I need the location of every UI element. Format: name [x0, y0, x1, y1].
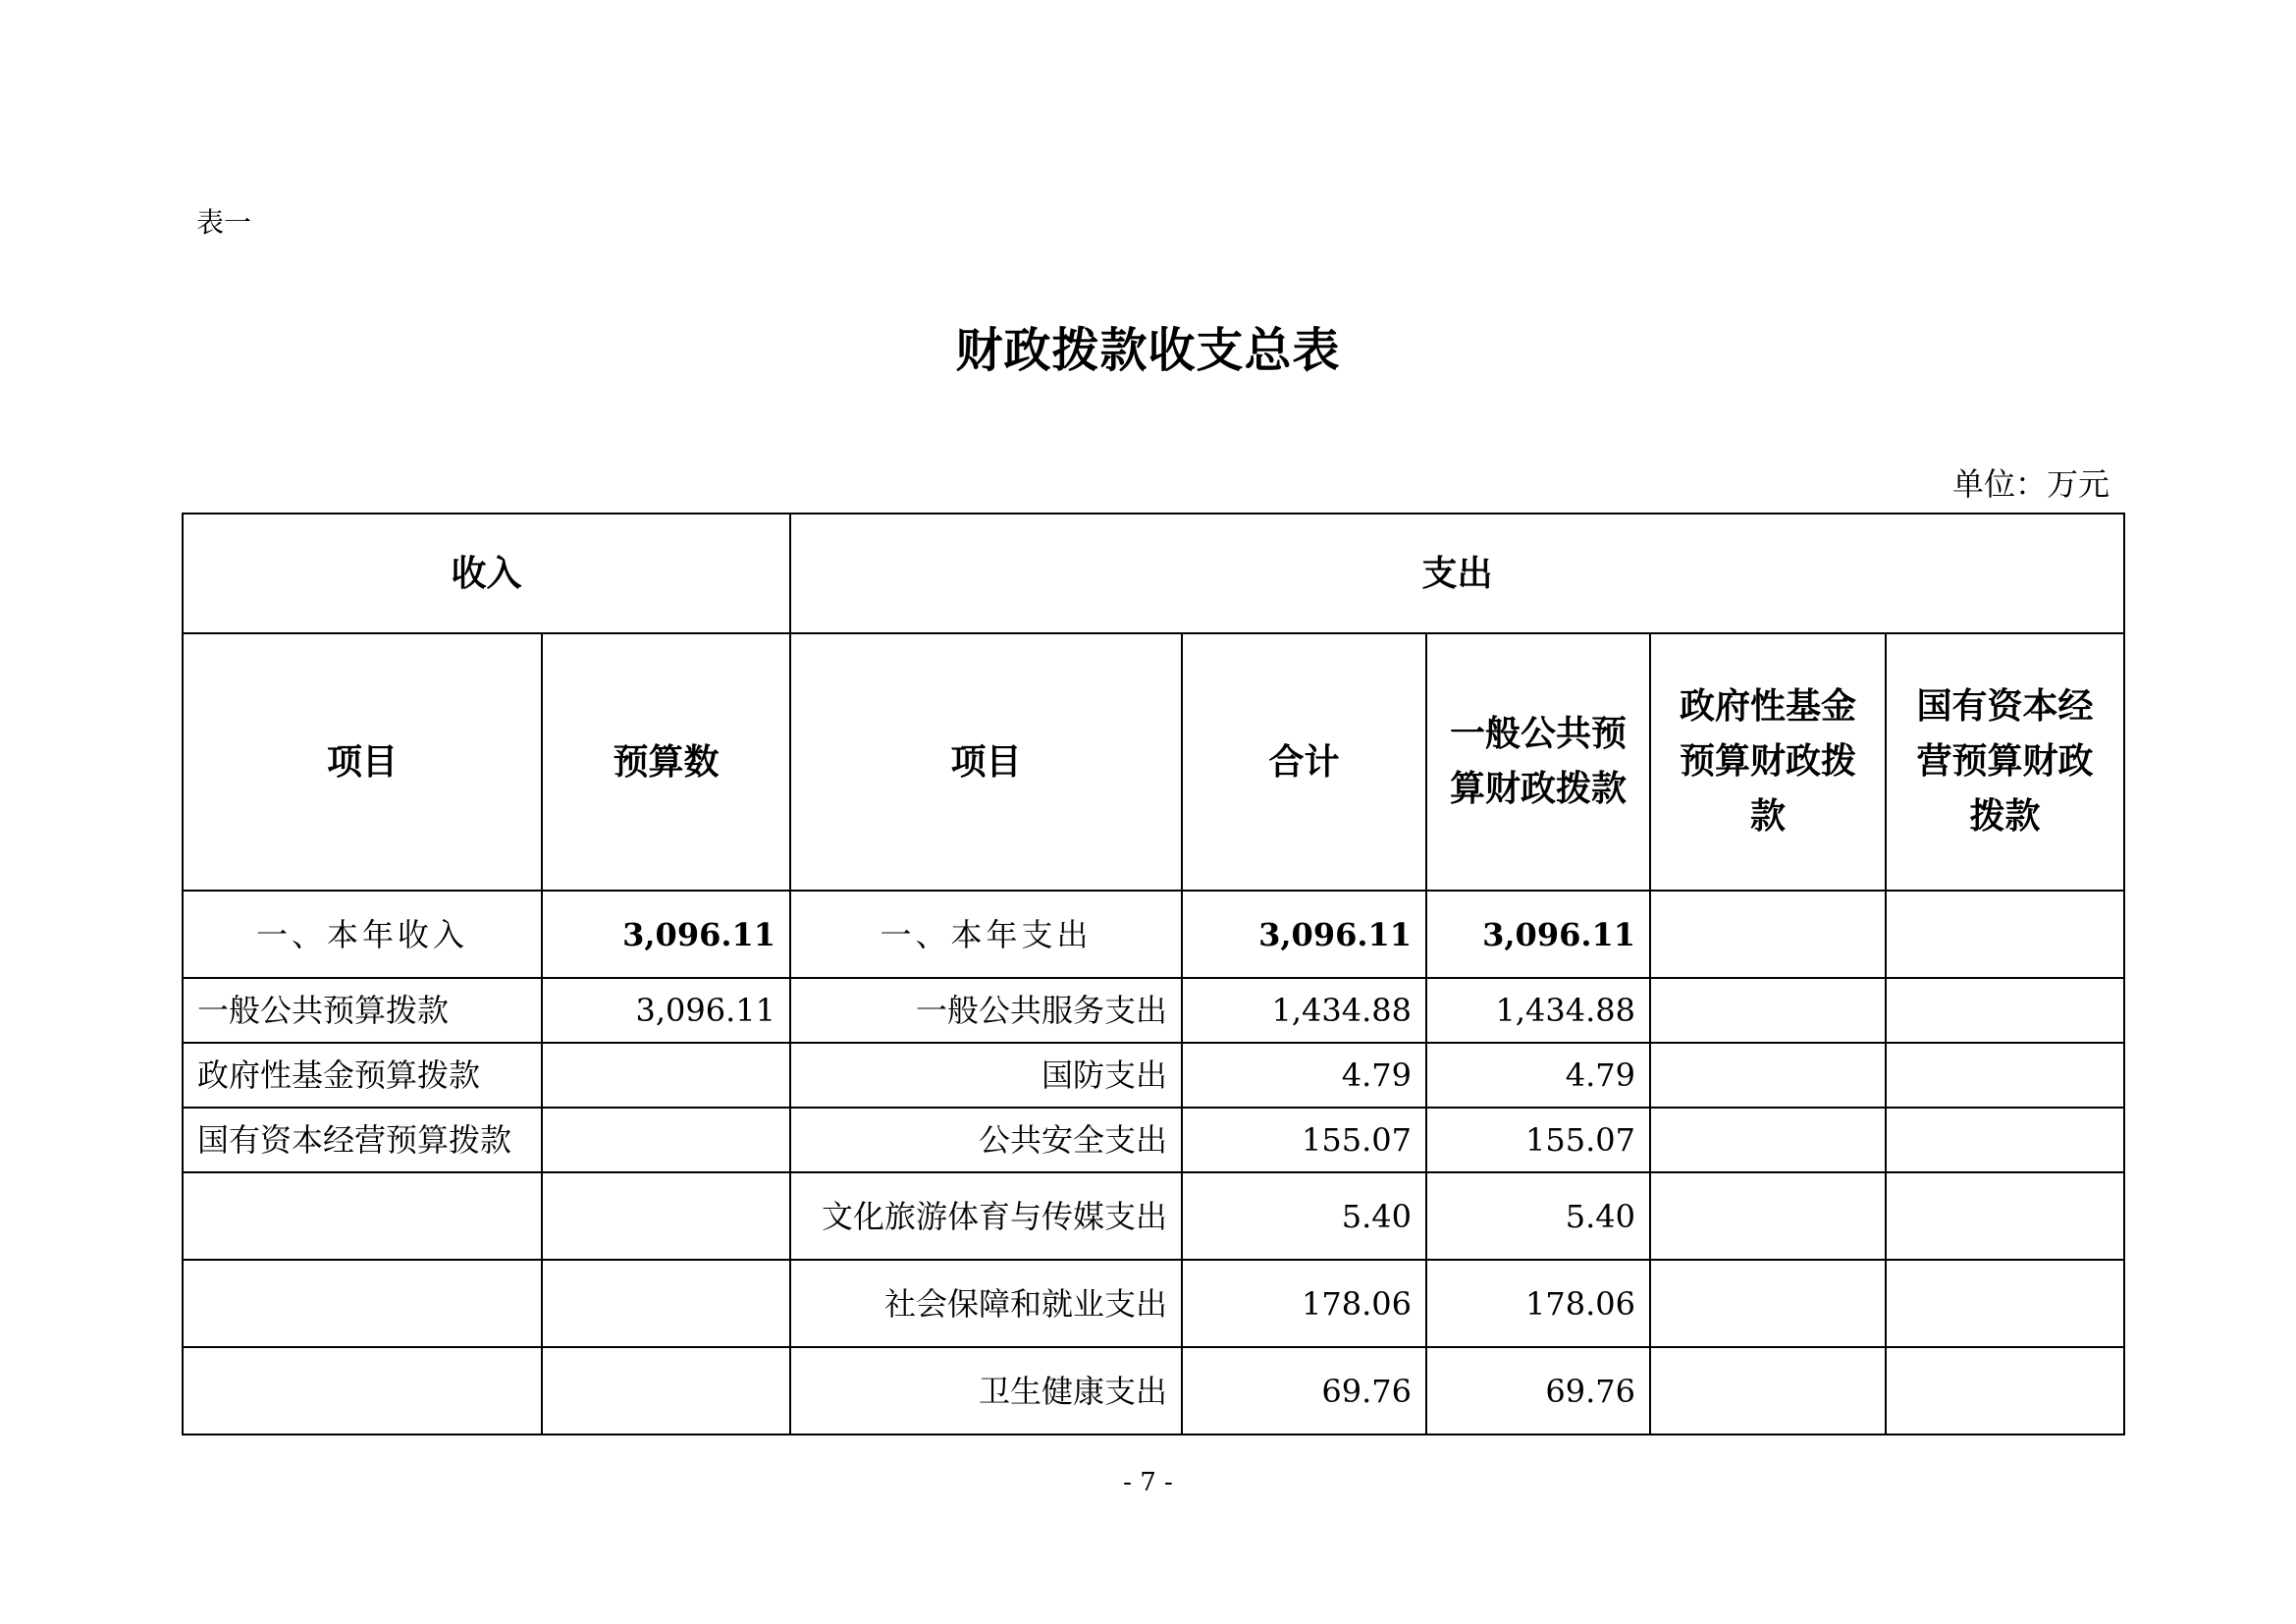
- expense-item-cell: 文化旅游体育与传媒支出: [790, 1172, 1182, 1260]
- unit-label: 单位：万元: [1951, 465, 2109, 503]
- expense-state-cell: [1886, 1108, 2124, 1172]
- income-budget-cell: [542, 1260, 790, 1347]
- expense-general-cell: 5.40: [1426, 1172, 1650, 1260]
- expense-general-cell: 4.79: [1426, 1043, 1650, 1108]
- expense-total-cell: 5.40: [1182, 1172, 1426, 1260]
- income-budget-cell: 3,096.11: [542, 978, 790, 1043]
- expense-fund-cell: [1650, 1260, 1886, 1347]
- page-title: 财政拨款收支总表: [955, 323, 1341, 378]
- income-item-header: 项目: [183, 633, 542, 891]
- expense-general-header: 一般公共预算财政拨款: [1426, 633, 1650, 891]
- table-row: [183, 978, 2124, 1043]
- table-row: [183, 1108, 2124, 1172]
- header-row-sections: [183, 514, 2124, 633]
- income-item-cell: 政府性基金预算拨款: [183, 1043, 542, 1108]
- expense-item-cell: 公共安全支出: [790, 1108, 1182, 1172]
- income-item-cell: [183, 1172, 542, 1260]
- expense-total-cell: 178.06: [1182, 1260, 1426, 1347]
- income-budget-cell: 3,096.11: [542, 891, 790, 978]
- table-label: 表一: [196, 206, 252, 239]
- expense-state-cell: [1886, 1347, 2124, 1435]
- table-row: [183, 1260, 2124, 1347]
- income-budget-header: 预算数: [542, 633, 790, 891]
- expense-total-header: 合计: [1182, 633, 1426, 891]
- budget-table: [182, 513, 2125, 1435]
- expense-general-cell: 178.06: [1426, 1260, 1650, 1347]
- expense-fund-cell: [1650, 978, 1886, 1043]
- expense-state-cell: [1886, 1043, 2124, 1108]
- expense-total-cell: 1,434.88: [1182, 978, 1426, 1043]
- table-row: [183, 1347, 2124, 1435]
- expense-fund-cell: [1650, 1172, 1886, 1260]
- income-item-cell: 国有资本经营预算拨款: [183, 1108, 542, 1172]
- expense-fund-cell: [1650, 1043, 1886, 1108]
- page-number: - 7 -: [1123, 1468, 1173, 1497]
- expense-total-cell: 4.79: [1182, 1043, 1426, 1108]
- income-item-cell: [183, 1260, 542, 1347]
- income-item-cell: 一般公共预算拨款: [183, 978, 542, 1043]
- expense-total-cell: 3,096.11: [1182, 891, 1426, 978]
- expense-general-cell: 3,096.11: [1426, 891, 1650, 978]
- income-budget-cell: [542, 1347, 790, 1435]
- expense-total-cell: 155.07: [1182, 1108, 1426, 1172]
- income-budget-cell: [542, 1172, 790, 1260]
- expense-fund-header: 政府性基金预算财政拨款: [1650, 633, 1886, 891]
- expense-fund-cell: [1650, 1108, 1886, 1172]
- expense-total-cell: 69.76: [1182, 1347, 1426, 1435]
- expense-item-cell: 社会保障和就业支出: [790, 1260, 1182, 1347]
- table-row: [183, 1043, 2124, 1108]
- header-row-columns: [183, 633, 2124, 891]
- expense-general-cell: 69.76: [1426, 1347, 1650, 1435]
- income-item-cell: [183, 1347, 542, 1435]
- expense-state-header: 国有资本经营预算财政拨款: [1886, 633, 2124, 891]
- expense-general-cell: 155.07: [1426, 1108, 1650, 1172]
- expense-state-cell: [1886, 1260, 2124, 1347]
- expense-item-cell: 一、本年支出: [790, 891, 1182, 978]
- expense-state-cell: [1886, 891, 2124, 978]
- income-budget-cell: [542, 1108, 790, 1172]
- expense-state-cell: [1886, 1172, 2124, 1260]
- expense-item-header: 项目: [790, 633, 1182, 891]
- expense-item-cell: 一般公共服务支出: [790, 978, 1182, 1043]
- expense-item-cell: 卫生健康支出: [790, 1347, 1182, 1435]
- income-header: 收入: [183, 514, 790, 633]
- expense-fund-cell: [1650, 1347, 1886, 1435]
- table-row: [183, 1172, 2124, 1260]
- income-item-cell: 一、本年收入: [183, 891, 542, 978]
- expense-header: 支出: [790, 514, 2124, 633]
- income-budget-cell: [542, 1043, 790, 1108]
- table-row: [183, 891, 2124, 978]
- expense-general-cell: 1,434.88: [1426, 978, 1650, 1043]
- expense-state-cell: [1886, 978, 2124, 1043]
- expense-fund-cell: [1650, 891, 1886, 978]
- expense-item-cell: 国防支出: [790, 1043, 1182, 1108]
